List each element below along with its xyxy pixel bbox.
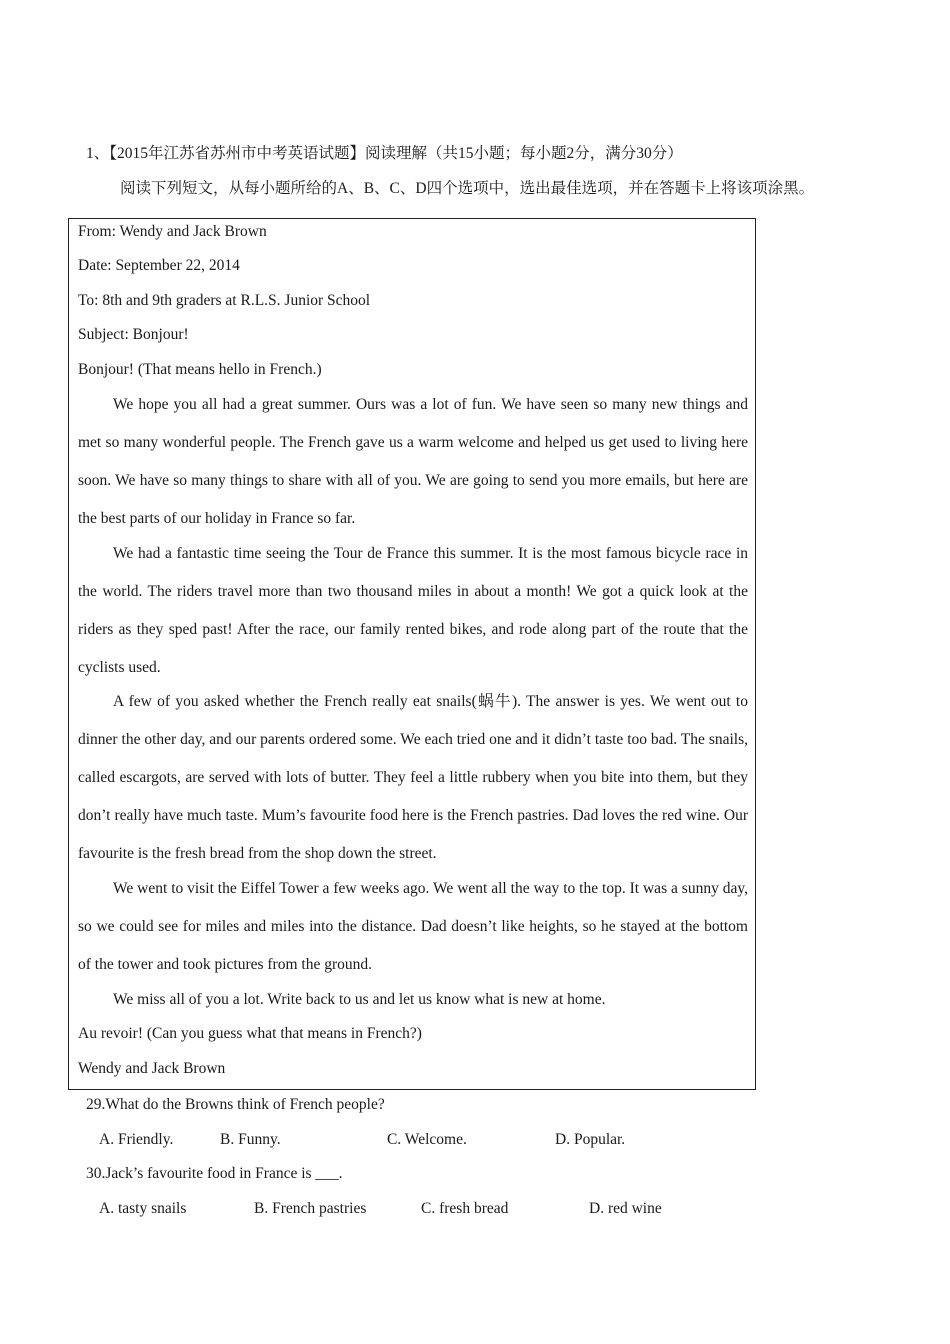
question-29-option-a: A. Friendly. xyxy=(99,1131,174,1148)
question-29-option-d: D. Popular. xyxy=(555,1131,626,1148)
instruction-text: 阅读下列短文，从每小题所给的A、B、C、D四个选项中，选出最佳选项，并在答题卡上将该项涂黑。 xyxy=(120,180,815,197)
letter-signature: Wendy and Jack Brown xyxy=(78,1060,226,1077)
letter-closing: Au revoir! (Can you guess what that means in French?) xyxy=(78,1025,422,1042)
question-30-option-d: D. red wine xyxy=(589,1200,662,1217)
letter-to: To: 8th and 9th graders at R.L.S. Junior School xyxy=(78,292,371,309)
letter-from: From: Wendy and Jack Brown xyxy=(78,223,267,240)
letter-paragraph: We hope you all had a great summer. Ours was a lot of fun. We have seen so many new things and met so many wonderful people. The French gave us a warm welcome and helped us get used to living here soon. We have so many things to share with all of you. We are going to send you more emails, but here are the best parts of our holiday in France so far. xyxy=(78,396,748,527)
letter-greeting: Bonjour! (That means hello in French.) xyxy=(78,361,322,378)
question-header: 1、【2015年江苏省苏州市中考英语试题】阅读理解（共15小题；每小题2分，满分30分） xyxy=(86,145,683,162)
letter-paragraph: We went to visit the Eiffel Tower a few weeks ago. We went all the way to the top. It was a sunny day, so we could see for miles and miles into the distance. Dad doesn’t like heights, so he stayed at the bottom of the tower and took pictures from the ground. xyxy=(78,880,748,973)
question-30-option-a: A. tasty snails xyxy=(99,1200,187,1217)
letter-paragraph: We miss all of you a lot. Write back to us and let us know what is new at home. xyxy=(113,991,606,1008)
question-29-option-b: B. Funny. xyxy=(220,1131,281,1148)
letter-subject: Subject: Bonjour! xyxy=(78,326,189,343)
letter-date: Date: September 22, 2014 xyxy=(78,257,240,274)
question-30-option-c: C. fresh bread xyxy=(421,1200,509,1217)
letter-box xyxy=(68,218,756,1090)
question-29-stem: 29.What do the Browns think of French people? xyxy=(86,1096,385,1113)
question-30-option-b: B. French pastries xyxy=(254,1200,367,1217)
question-29-option-c: C. Welcome. xyxy=(387,1131,467,1148)
letter-paragraph: We had a fantastic time seeing the Tour de France this summer. It is the most famous bicycle race in the world. The riders travel more than two thousand miles in about a month! We got a quick look at the riders as they sped past! After the race, our family rented bikes, and rode along part of the route that the cyclists used. xyxy=(78,545,748,676)
question-30-stem: 30.Jack’s favourite food in France is ___. xyxy=(86,1165,343,1182)
letter-paragraph: A few of you asked whether the French really eat snails(蜗牛). The answer is yes. We went out to dinner the other day, and our parents ordered some. We each tried one and it didn’t taste too bad. The snails, called escargots, are served with lots of butter. They feel a little rubbery when you bite into them, but they don’t really have much taste. Mum’s favourite food here is the French pastries. Dad loves the red wine. Our favourite is the fresh bread from the shop down the street. xyxy=(78,693,748,862)
